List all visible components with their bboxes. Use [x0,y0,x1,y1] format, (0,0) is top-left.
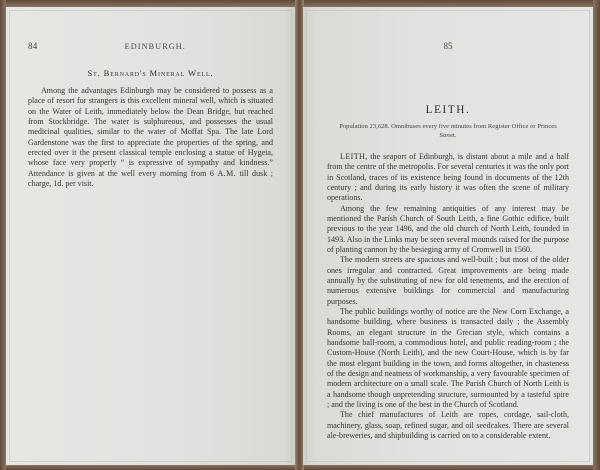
left-page [6,7,295,465]
left-page-header [28,41,273,51]
left-page-paragraph: Among the advantages Edinburgh may be considered to possess as a place of resort for strangers is this excellent mineral well, which is situated on the Water of Leith, immediately below the Dean Bridge, but reached from Stockbridge. The water is sulphureous, and possesses the usual medicinal qualities, similar to the water of Moffat Spa. The late Lord Gardenstone was the first to appreciate the properties of the spring, and erected over it the present classical temple enclosing a statue of Hygeia, whose face very properly “ is expressive of sympathy and kindness.” Attendance is given at the well every morning from 6 A.M. till dusk ; charge, 1d. per visit. [28,86,274,189]
scanner-bed-right-edge [593,0,600,470]
right-page-folio: 85 [443,41,453,51]
right-page-paragraph-1: LEITH, the seaport of Edinburgh, is distant about a mile and a half from the centre of the metropolis. For several centuries it was the only port in Scotland, traces of its existence being found in documents of the 12th century ; and during its early history it was often the scene of military operations. [327,151,569,203]
chapter-title: LEITH. [425,104,471,116]
right-page-paragraph-3: The modern streets are spacious and well-built ; but most of the older ones irregular and contracted. Great improvements are being made annually by the substituting of new for old tenements, and the erection of numerous extensive buildings for commercial and manufacturing purposes. [327,255,569,306]
left-page-folio: 84 [28,41,38,51]
chapter-subtitle: Population 23,628. Omnibuses every five minutes from Register Office or Princes Street. [339,123,557,140]
right-page-paragraph-5: The chief manufactures of Leith are ropes, cordage, sail-cloth, machinery, glass, soap, refined sugar, and oil seedcakes. There are several ale-breweries, and shipbuilding is carried on to a considerable extent. [327,410,569,441]
right-page-paragraph-4: The public buildings worthy of notice are the New Corn Exchange, a handsome building, where business is transacted daily ; the Assembly Rooms, an elegant structure in the Grecian style, which contains a handsome ball-room, a commodious hotel, and public reading-room ; the Custom-House (North Leith), and the new Court-House, which is by far the most elegant building in the town, and forms altogether, in chasteness of the design and neatness of workmanship, a very favourable specimen of modern architecture on a small scale. The Parish Church of North Leith is a handsome though unpretending structure, surmounted by a tasteful spire ; and the living is one of the best in the Church of Scotland. [327,307,569,410]
left-page-running-head: EDINBURGH. [124,42,186,51]
section-heading: St. Bernard's Mineral Well. [87,68,214,78]
right-page-paragraph-2: Among the few remaining antiquities of any interest may be mentioned the Parish Church of South Leith, a fine Gothic edifice, built previous to the year 1496, and the old church of North Leith, founded in 1493. Also in the Links may be seen several mounds raised for the purpose of planting cannon by the besieging army of Cromwell in 1560. [327,203,569,254]
right-page [303,7,593,465]
